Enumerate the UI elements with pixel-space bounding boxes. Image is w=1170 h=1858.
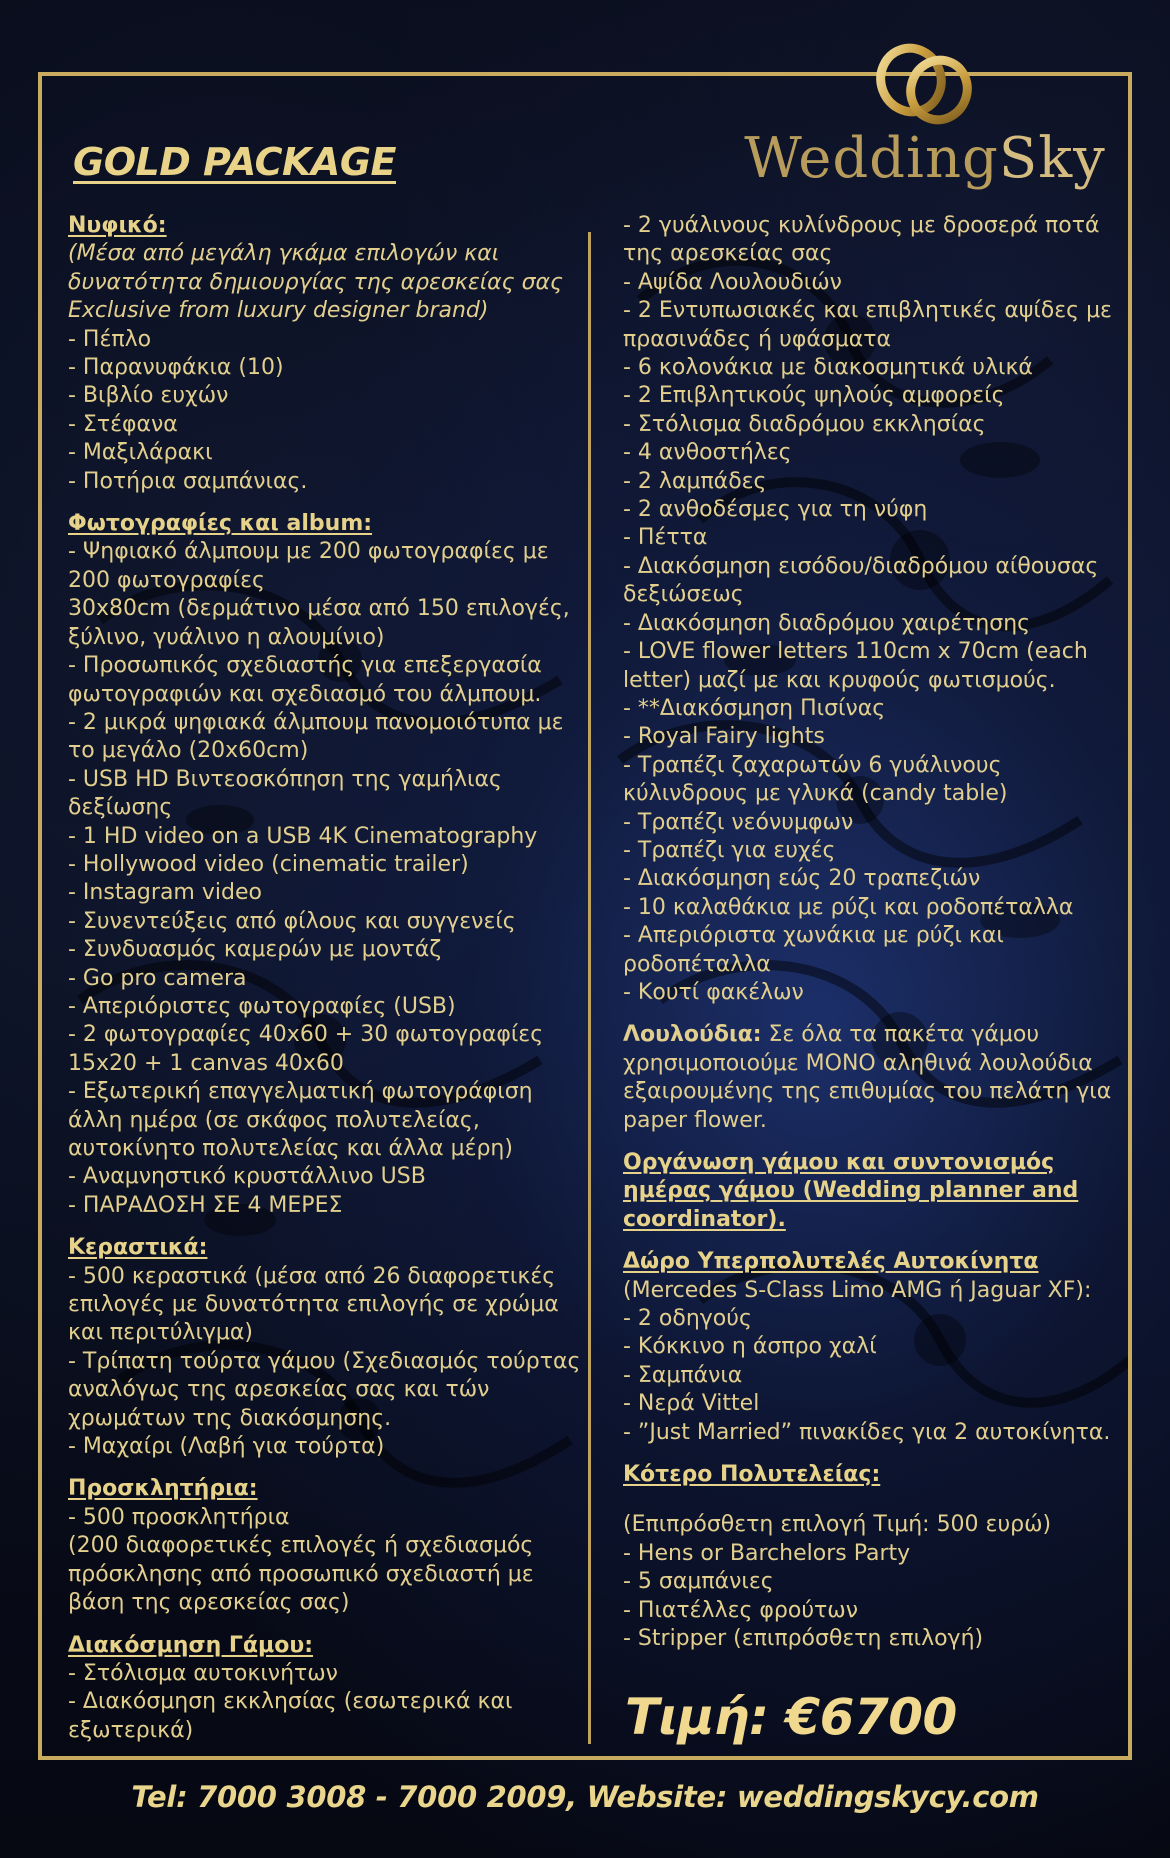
list-item: - Διακόσμηση εκκλησίας (εσωτερικά και <box>68 1689 513 1715</box>
section-note: (Μέσα από μεγάλη γκάμα επιλογών και <box>68 241 500 267</box>
section-heading: Κότερο Πολυτελείας: <box>623 1462 881 1488</box>
list-item: και περιτύλιγμα) <box>68 1320 253 1346</box>
list-item: εξαιρουμένης της επιθυμίας του πελάτη για <box>623 1079 1112 1105</box>
list-item: - 2 λαμπάδες <box>623 468 767 494</box>
list-item: - Απεριόριστα χωνάκια με ρύζι και <box>623 923 1004 949</box>
list-item: αναλόγως της αρεσκείας σας και τών <box>68 1377 490 1403</box>
list-item: εξωτερικά) <box>68 1717 194 1743</box>
section-heading: Διακόσμηση Γάμου: <box>68 1632 313 1658</box>
section-spacer <box>68 1220 573 1234</box>
list-item: (Mercedes S-Class Limo AMG ή Jaguar XF): <box>623 1277 1092 1303</box>
right-column <box>623 212 1115 1654</box>
section-heading: Οργάνωση γάμου και συντονισμός <box>623 1150 1055 1175</box>
list-item: - 500 προσκλητήρια <box>68 1504 290 1530</box>
list-item: χρησιμοποιούμε ΜΟΝΟ αληθινά λουλούδια <box>623 1050 1093 1076</box>
section-heading: ημέρας γάμου (Wedding planner and <box>623 1178 1079 1204</box>
list-item: - LOVE flower letters 110cm x 70cm (each <box>623 639 1088 665</box>
list-item: - Διακόσμηση εισόδου/διαδρόμου αίθουσας <box>623 553 1099 579</box>
list-item: δεξιώσεως <box>623 582 744 608</box>
section-note: Exclusive from luxury designer brand) <box>68 298 489 324</box>
list-item: κύλινδρους με γλυκά (candy table) <box>623 781 1008 807</box>
list-item: ροδοπέταλλα <box>623 951 771 977</box>
list-item: - Τραπέζι για ευχές <box>623 837 836 863</box>
list-item: - Απεριόριστες φωτογραφίες (USB) <box>68 993 456 1019</box>
left-column <box>68 212 581 1745</box>
list-item: πρόσκλησης από προσωπικό σχεδιαστή με <box>68 1561 534 1587</box>
section-heading: Κεραστικά: <box>68 1235 208 1261</box>
inline-text: Σε όλα τα πακέτα γάμου <box>761 1022 1040 1048</box>
list-item: - Νερά Vittel <box>623 1391 760 1417</box>
list-item: - Βιβλίο ευχών <box>68 383 229 409</box>
section-spacer <box>623 1489 1115 1511</box>
brand-name-sky: Sky <box>998 126 1106 191</box>
inline-label: Λουλούδια: <box>623 1022 762 1048</box>
list-item: - **Διακόσμηση Πισίνας <box>623 695 886 721</box>
section-heading: Φωτογραφίες και album: <box>68 511 373 537</box>
list-item: - Μαχαίρι (Λαβή για τούρτα) <box>68 1434 385 1460</box>
section-heading: Δώρο Υπερπολυτελές Αυτοκίνητα <box>623 1249 1039 1275</box>
section-spacer <box>623 1447 1115 1461</box>
list-item: άλλη ημέρα (σε σκάφος πολυτελείας, <box>68 1107 480 1133</box>
contact-footer: Tel: 7000 3008 - 7000 2009, Website: weddingskycy.com <box>131 1780 1039 1814</box>
package-title: GOLD PACKAGE <box>73 140 396 184</box>
section-heading: Προσκλητήρια: <box>68 1476 258 1502</box>
list-item: - Hens or Barchelors Party <box>623 1540 911 1566</box>
list-item: - Παρανυφάκια (10) <box>68 355 284 381</box>
list-item: (Επιπρόσθετη επιλογή Τιμή: 500 ευρώ) <box>623 1512 1052 1538</box>
list-item: - Royal Fairy lights <box>623 724 825 750</box>
section-spacer <box>68 1618 573 1632</box>
list-item <box>623 1021 1115 1049</box>
list-item: - Μαξιλάρακι <box>68 440 213 466</box>
wedding-rings-icon <box>865 34 985 134</box>
list-item: - Τραπέζι νεόνυμφων <box>623 809 854 835</box>
list-item: - Εξωτερική επαγγελματική φωτογράφιση <box>68 1079 533 1105</box>
list-item: της αρεσκείας σας <box>623 241 833 267</box>
list-item: - Συνεντεύξεις από φίλους και συγγενείς <box>68 908 516 934</box>
list-item: βάση της αρεσκείας σας) <box>68 1590 350 1616</box>
list-item: 200 φωτογραφίες <box>68 567 265 593</box>
list-item: - Hollywood video (cinematic trailer) <box>68 851 469 877</box>
list-item: 15x20 + 1 canvas 40x60 <box>68 1050 344 1076</box>
list-item: το μεγάλο (20x60cm) <box>68 738 309 764</box>
package-price: Τιμή: €6700 <box>625 1688 957 1746</box>
list-item: - Κόκκινο η άσπρο χαλί <box>623 1334 877 1360</box>
section-spacer <box>623 1135 1115 1149</box>
list-item: - 2 μικρά ψηφιακά άλμπουμ πανομοιότυπα με <box>68 709 564 735</box>
list-item: - Στόλισμα διαδρόμου εκκλησίας <box>623 411 986 437</box>
list-item: - 4 ανθοστήλες <box>623 440 792 466</box>
list-item: αυτοκίνητο πολυτελείας και άλλα μέρη) <box>68 1136 513 1161</box>
column-divider <box>588 232 591 1744</box>
section-spacer <box>68 496 573 510</box>
list-item: - Instagram video <box>68 880 262 906</box>
list-item: - Προσωπικός σχεδιαστής για επεξεργασία <box>68 653 542 679</box>
brand-name-wedding: Wedding <box>744 126 999 191</box>
list-item: - Πιατέλλες φρούτων <box>623 1597 859 1623</box>
list-item: (200 διαφορετικές επιλογές ή σχεδιασμός <box>68 1533 534 1559</box>
list-item: - 2 γυάλινους κυλίνδρους με δροσερά ποτά <box>623 213 1100 238</box>
list-item: - 2 Επιβλητικούς ψηλούς αμφορείς <box>623 383 1005 409</box>
list-item: - Διακόσμηση εώς 20 τραπεζιών <box>623 866 981 892</box>
list-item: επιλογές με δυνατότητα επιλογής σε χρώμα <box>68 1292 559 1318</box>
section-spacer <box>623 1007 1115 1021</box>
section-heading: Νυφικό: <box>68 213 167 238</box>
list-item: - 1 HD video on a USB 4K Cinematography <box>68 823 538 849</box>
list-item: - Αψίδα Λουλουδιών <box>623 269 842 295</box>
list-item: - Αναμνηστικό κρυστάλλινο USB <box>68 1164 426 1190</box>
list-item: - Διακόσμηση διαδρόμου χαιρέτησης <box>623 610 1031 636</box>
section-note: δυνατότητα δημιουργίας της αρεσκείας σας <box>68 269 563 295</box>
list-item: - 500 κεραστικά (μέσα από 26 διαφορετικές <box>68 1263 556 1289</box>
list-item: ξύλινο, γυάλινο η αλουμίνιο) <box>68 624 385 650</box>
list-item: δεξίωσης <box>68 795 173 821</box>
list-item: φωτογραφιών και σχεδιασμό του άλμπουμ. <box>68 681 542 707</box>
list-item: - ΠΑΡΑΔΟΣΗ ΣΕ 4 ΜΕΡΕΣ <box>68 1192 343 1218</box>
list-item: - Πέπλο <box>68 326 152 352</box>
list-item: - 5 σαμπάνιες <box>623 1569 774 1595</box>
list-item: paper flower. <box>623 1107 767 1133</box>
list-item: - Στέφανα <box>68 411 178 437</box>
list-item: - Ποτήρια σαμπάνιας. <box>68 468 308 494</box>
list-item: - Τραπέζι ζαχαρωτών 6 γυάλινους <box>623 752 1002 778</box>
list-item: - Πέττα <box>623 525 708 551</box>
list-item: - USB HD Βιντεοσκόπηση της γαμήλιας <box>68 766 502 792</box>
list-item: χρωμάτων της διακόσμησης. <box>68 1405 392 1431</box>
list-item: - 10 καλαθάκια με ρύζι και ροδοπέταλλα <box>623 894 1074 920</box>
list-item: - 2 ανθοδέσμες για τη νύφη <box>623 497 928 523</box>
brand-logo <box>735 30 1115 210</box>
list-item: - Τρίπατη τούρτα γάμου (Σχεδιασμός τούρτας <box>68 1348 581 1374</box>
list-item: - 2 φωτογραφίες 40x60 + 30 φωτογραφίες <box>68 1022 544 1048</box>
list-item: - Στόλισμα αυτοκινήτων <box>68 1660 338 1686</box>
list-item: - 6 κολονάκια με διακοσμητικά υλικά <box>623 355 1033 381</box>
section-heading: coordinator). <box>623 1206 786 1232</box>
list-item: - 2 οδηγούς <box>623 1306 752 1332</box>
list-item: - Σαμπάνια <box>623 1362 743 1388</box>
list-item: - 2 Εντυπωσιακές και επιβλητικές αψίδες με <box>623 298 1112 324</box>
list-item: - Go pro camera <box>68 965 247 991</box>
list-item: letter) μαζί με και κρυφούς φωτισμούς. <box>623 667 1056 693</box>
list-item: - Stripper (επιπρόσθετη επιλογή) <box>623 1626 984 1652</box>
brand-wordmark <box>735 126 1115 191</box>
section-spacer <box>68 1461 573 1475</box>
list-item: 30x80cm (δερμάτινο μέσα από 150 επιλογές, <box>68 596 570 622</box>
list-item: - Κουτί φακέλων <box>623 979 804 1005</box>
list-item: - ”Just Married” πινακίδες για 2 αυτοκίνητα. <box>623 1419 1111 1445</box>
list-item: πρασινάδες ή υφάσματα <box>623 326 892 352</box>
section-spacer <box>623 1234 1115 1248</box>
list-item: - Ψηφιακό άλμπουμ με 200 φωτογραφίες με <box>68 539 549 565</box>
list-item: - Συνδυασμός καμερών με μοντάζ <box>68 937 442 963</box>
